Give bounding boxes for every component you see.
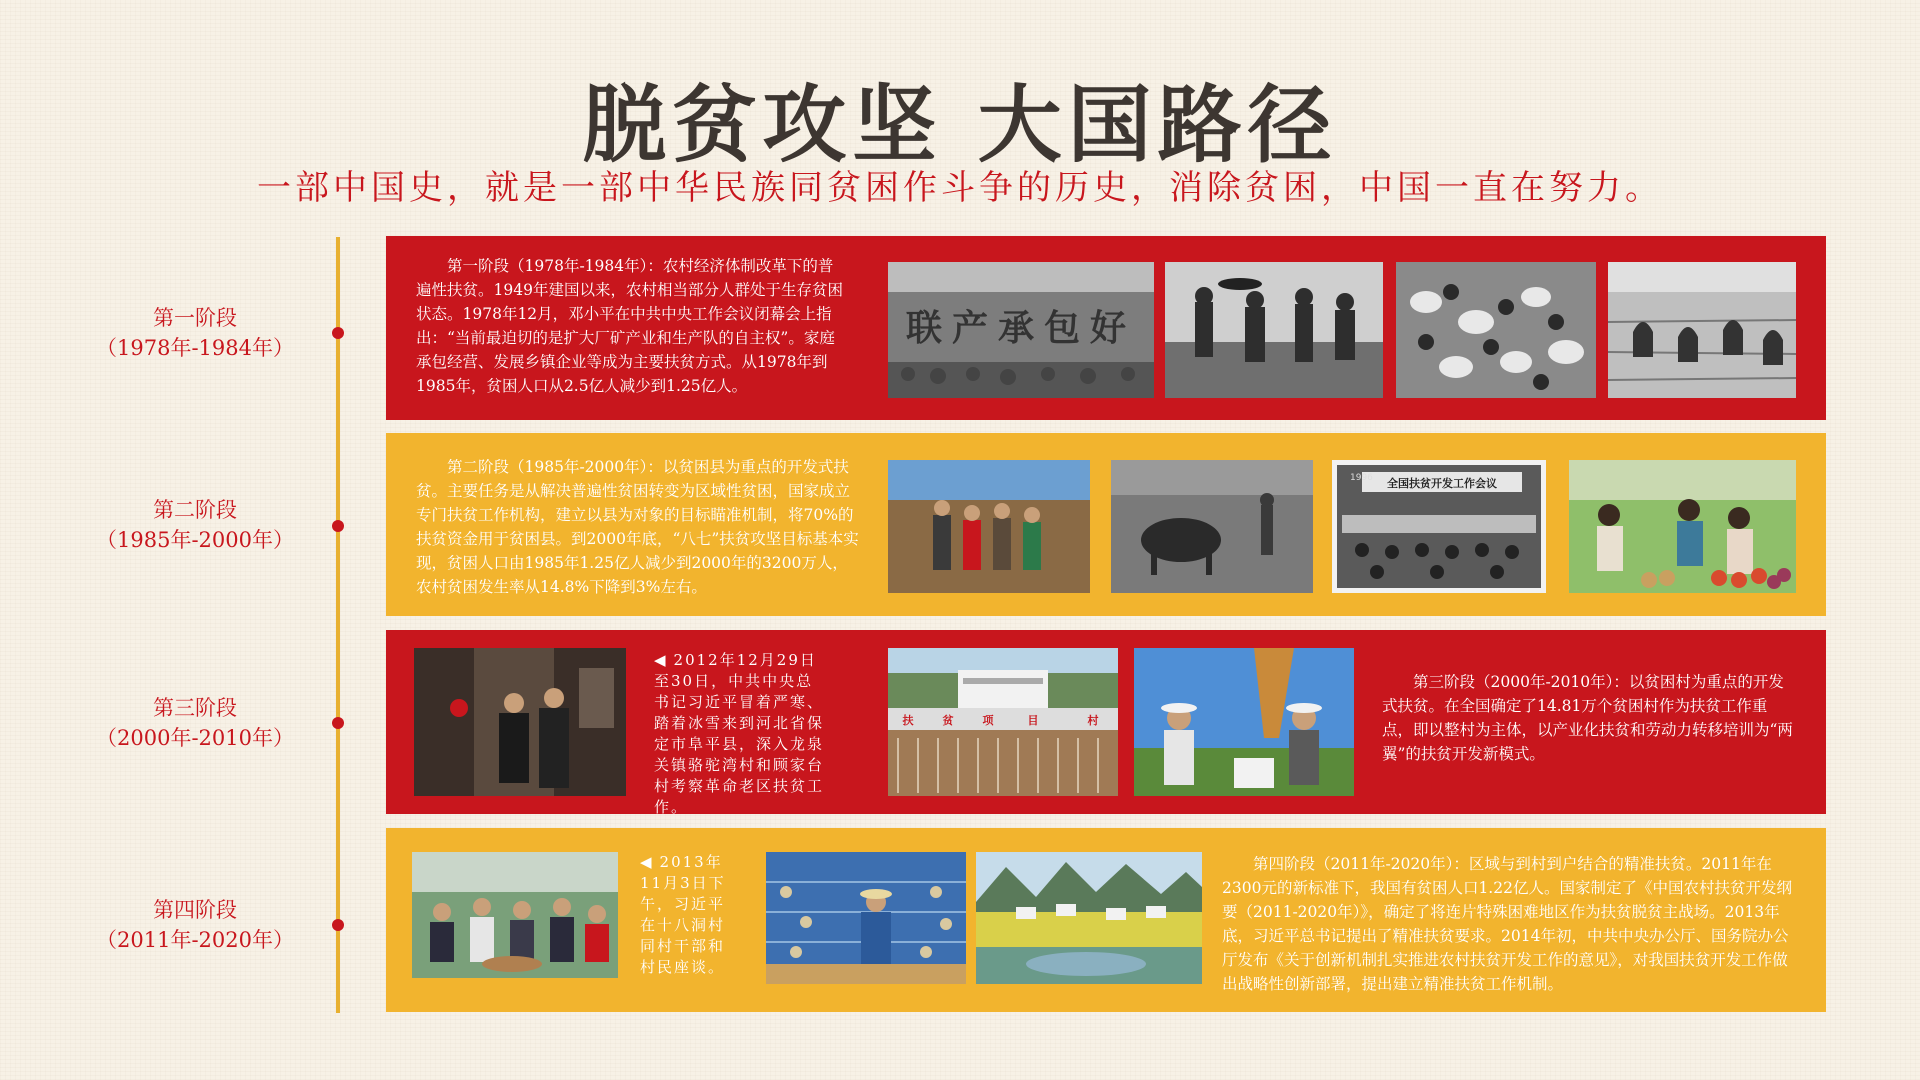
stage-1-years: （1978年-1984年） <box>96 336 294 360</box>
village-sign-char-3: 项 <box>982 714 994 727</box>
stage-4-caption-text: 2013年11月3日下午，习近平在十八洞村同村干部和村民座谈。 <box>640 853 726 976</box>
stage-3-photo-harvest <box>1134 648 1354 796</box>
village-sign-char-4: 目 <box>1027 714 1039 727</box>
triangle-left-icon: ◀ <box>654 651 668 669</box>
meeting-banner-text: 全国扶贫开发工作会议 <box>1387 477 1497 490</box>
stage-2-text: 第二阶段（1985年-2000年）：以贫困县为重点的开发式扶贫。主要任务是从解决普遍性贫困转变为区域性贫困，国家成立专门扶贫工作机构，建立以县为对象的目标瞄准机制，将70%的扶贫资金用于贫困县。到2000年底，“八七”扶贫攻坚目标基本实现，贫困人口由1985年1.25亿人减少到2000年的3200万人，农村贫困发生率从14.8%下降到3%左右。 <box>416 458 859 596</box>
stage-3-band <box>386 630 1826 814</box>
stage-4-caption <box>640 852 740 978</box>
stage-1-photo-sign <box>888 262 1154 398</box>
stage-1-band <box>386 236 1826 420</box>
stage-4-photo-mushrooms <box>766 852 966 984</box>
stage-1-photo-paddy <box>1608 262 1796 398</box>
timeline-dot-1 <box>332 327 344 339</box>
village-sign-char-5: 村 <box>1087 714 1099 727</box>
triangle-left-icon: ◀ <box>640 853 654 871</box>
stage-1-photo-farmers <box>1165 262 1383 398</box>
timeline-dot-4 <box>332 919 344 931</box>
stage-label-1 <box>80 303 310 363</box>
stage-4-text: 第四阶段（2011年-2020年）：区域与到村到户结合的精准扶贫。2011年在2300元的新标准下，我国有贫困人口1.22亿人。国家制定了《中国农村扶贫开发纲要（2011-2020年）》，确定了将连片特殊困难地区作为扶贫脱贫主战场。2013年底，习近平总书记提出了精准扶贫要求。2014年初，中共中央办公厅、国务院办公厅发布《关于创新机制扎实推进农村扶贫开发工作的意见》，对我国扶贫开发工作做出战略性创新部署，提出建立精准扶贫工作机制。 <box>1222 855 1792 993</box>
stage-2-photo-market <box>1569 460 1796 593</box>
stage-3-text: 第三阶段（2000年-2010年）：以贫困村为重点的开发式扶贫。在全国确定了14.81万个贫困村作为扶贫工作重点，即以整村为主体，以产业化扶贫和劳动力转移培训为“两翼”的扶贫开发新模式。 <box>1382 673 1793 763</box>
stage-3-photo-village <box>888 648 1118 796</box>
stage-4-name: 第四阶段 <box>153 898 237 922</box>
stage-2-years: （1985年-2000年） <box>96 528 294 552</box>
stage-2-photo-meeting <box>1332 460 1546 593</box>
stage-3-caption <box>654 650 826 818</box>
stage-label-2 <box>80 495 310 555</box>
stage-2-photo-children <box>888 460 1090 593</box>
page-subtitle: 一部中国史，就是一部中华民族同贫困作斗争的历史，消除贫困，中国一直在努力。 <box>257 168 1663 208</box>
stage-2-band <box>386 433 1826 616</box>
stage-4-band <box>386 828 1826 1012</box>
photo-sign-text: 联产承包好 <box>905 307 1137 349</box>
stage-3-name: 第三阶段 <box>153 696 237 720</box>
stage-4-photo-discussion <box>412 852 618 978</box>
village-sign-char-1: 扶 <box>902 714 914 727</box>
stage-2-name: 第二阶段 <box>153 498 237 522</box>
stage-4-photo-landscape <box>976 852 1202 984</box>
stage-1-name: 第一阶段 <box>153 306 237 330</box>
meeting-year-text: 1996 <box>1350 473 1373 483</box>
stage-2-photo-buffalo <box>1111 460 1313 593</box>
page-title: 脱贫攻坚 大国路径 <box>582 75 1338 174</box>
stage-4-years: （2011年-2020年） <box>96 928 294 952</box>
timeline-dot-3 <box>332 717 344 729</box>
stage-label-3 <box>80 693 310 753</box>
stage-3-caption-text: 2012年12月29日至30日，中共中央总书记习近平冒着严寒、踏着冰雪来到河北省保定市阜平县，深入龙泉关镇骆驼湾村和顾家台村考察革命老区扶贫工作。 <box>654 651 825 816</box>
timeline-dot-2 <box>332 520 344 532</box>
stage-3-years: （2000年-2010年） <box>96 726 294 750</box>
timeline-line <box>336 237 340 1013</box>
stage-3-photo-visit <box>414 648 626 796</box>
village-sign-char-2: 贫 <box>942 714 954 727</box>
stage-1-text: 第一阶段（1978年-1984年）：农村经济体制改革下的普遍性扶贫。1949年建国以来，农村相当部分人群处于生存贫困状态。1978年12月，邓小平在中共中央工作会议闭幕会上指出：“当前最迫切的是扩大厂矿产业和生产队的自主权”。家庭承包经营、发展乡镇企业等成为主要扶贫方式。从1978年到1985年，贫困人口从2.5亿人减少到1.25亿人。 <box>416 257 843 395</box>
stage-1-photo-crowd <box>1396 262 1596 398</box>
stage-label-4 <box>80 895 310 955</box>
